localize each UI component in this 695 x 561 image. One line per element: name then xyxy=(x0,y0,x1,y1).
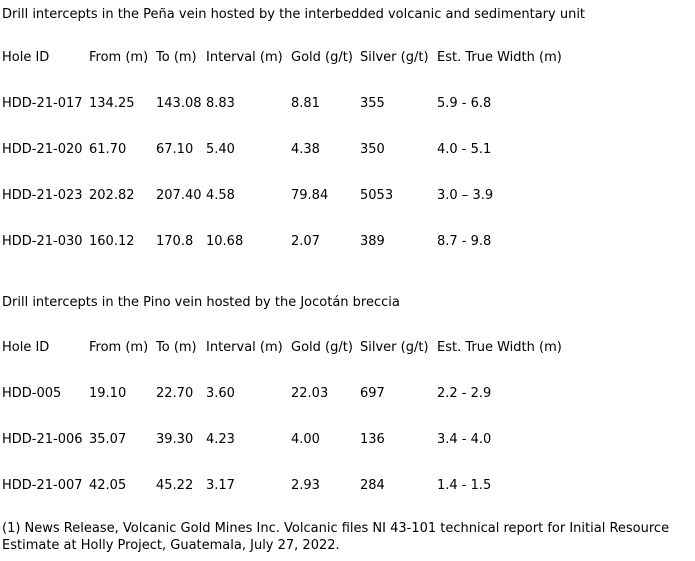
cell-gold: 2.93 xyxy=(291,477,320,493)
cell-silver: 136 xyxy=(360,431,385,447)
cell-hole-id: HDD-21-020 xyxy=(2,141,83,157)
cell-true-width: 2.2 - 2.9 xyxy=(437,385,492,401)
table-row xyxy=(2,462,587,508)
cell-silver: 350 xyxy=(360,141,385,157)
cell-to: 143.08 xyxy=(156,95,202,111)
pino-vein-table xyxy=(2,340,587,508)
cell-hole-id: HDD-005 xyxy=(2,385,62,401)
cell-to: 170.8 xyxy=(156,233,194,249)
cell-silver: 284 xyxy=(360,477,385,493)
table-header-row xyxy=(2,340,587,370)
table-row xyxy=(2,218,587,264)
cell-hole-id: HDD-21-007 xyxy=(2,477,83,493)
table-row xyxy=(2,80,587,126)
pena-vein-table xyxy=(2,50,587,264)
cell-from: 19.10 xyxy=(89,385,127,401)
table-row xyxy=(2,370,587,416)
cell-silver: 5053 xyxy=(360,187,394,203)
cell-from: 134.25 xyxy=(89,95,135,111)
cell-true-width: 1.4 - 1.5 xyxy=(437,477,492,493)
header-true-width: Est. True Width (m) xyxy=(437,340,562,355)
cell-to: 22.70 xyxy=(156,385,194,401)
cell-from: 61.70 xyxy=(89,141,127,157)
cell-from: 42.05 xyxy=(89,477,127,493)
cell-true-width: 3.4 - 4.0 xyxy=(437,431,492,447)
header-to: To (m) xyxy=(156,340,197,355)
cell-gold: 8.81 xyxy=(291,95,320,111)
cell-interval: 10.68 xyxy=(206,233,244,249)
cell-true-width: 3.0 – 3.9 xyxy=(437,187,494,203)
cell-interval: 4.23 xyxy=(206,431,235,447)
header-silver: Silver (g/t) xyxy=(360,50,429,65)
pino-vein-caption: Drill intercepts in the Pino vein hosted by the Jocotán breccia xyxy=(2,295,400,310)
cell-interval: 4.58 xyxy=(206,187,235,203)
cell-hole-id: HDD-21-030 xyxy=(2,233,83,249)
header-from: From (m) xyxy=(89,340,149,355)
header-interval: Interval (m) xyxy=(206,50,283,65)
cell-interval: 8.83 xyxy=(206,95,235,111)
table-header-row xyxy=(2,50,587,80)
header-gold: Gold (g/t) xyxy=(291,50,353,65)
cell-gold: 79.84 xyxy=(291,187,329,203)
table-row xyxy=(2,126,587,172)
cell-silver: 389 xyxy=(360,233,385,249)
cell-to: 207.40 xyxy=(156,187,202,203)
cell-gold: 22.03 xyxy=(291,385,329,401)
cell-to: 39.30 xyxy=(156,431,194,447)
header-interval: Interval (m) xyxy=(206,340,283,355)
cell-silver: 355 xyxy=(360,95,385,111)
cell-interval: 3.17 xyxy=(206,477,235,493)
cell-interval: 5.40 xyxy=(206,141,235,157)
cell-to: 45.22 xyxy=(156,477,194,493)
cell-silver: 697 xyxy=(360,385,385,401)
cell-gold: 4.00 xyxy=(291,431,320,447)
cell-interval: 3.60 xyxy=(206,385,235,401)
cell-true-width: 4.0 - 5.1 xyxy=(437,141,492,157)
cell-from: 35.07 xyxy=(89,431,127,447)
cell-to: 67.10 xyxy=(156,141,194,157)
header-hole-id: Hole ID xyxy=(2,340,50,355)
table-row xyxy=(2,416,587,462)
cell-gold: 2.07 xyxy=(291,233,320,249)
footnote: (1) News Release, Volcanic Gold Mines Inc. Volcanic files NI 43-101 technical report for Initial Resource Estimate at Holly Project, Guatemala, July 27, 2022. xyxy=(2,521,670,553)
pena-vein-caption: Drill intercepts in the Peña vein hosted by the interbedded volcanic and sedimentary unit xyxy=(2,7,586,22)
cell-hole-id: HDD-21-023 xyxy=(2,187,83,203)
cell-true-width: 8.7 - 9.8 xyxy=(437,233,492,249)
cell-hole-id: HDD-21-017 xyxy=(2,95,83,111)
cell-from: 160.12 xyxy=(89,233,135,249)
header-gold: Gold (g/t) xyxy=(291,340,353,355)
header-true-width: Est. True Width (m) xyxy=(437,50,562,65)
table-row xyxy=(2,172,587,218)
header-to: To (m) xyxy=(156,50,197,65)
header-hole-id: Hole ID xyxy=(2,50,50,65)
header-from: From (m) xyxy=(89,50,149,65)
cell-hole-id: HDD-21-006 xyxy=(2,431,83,447)
header-silver: Silver (g/t) xyxy=(360,340,429,355)
cell-gold: 4.38 xyxy=(291,141,320,157)
cell-true-width: 5.9 - 6.8 xyxy=(437,95,492,111)
cell-from: 202.82 xyxy=(89,187,135,203)
